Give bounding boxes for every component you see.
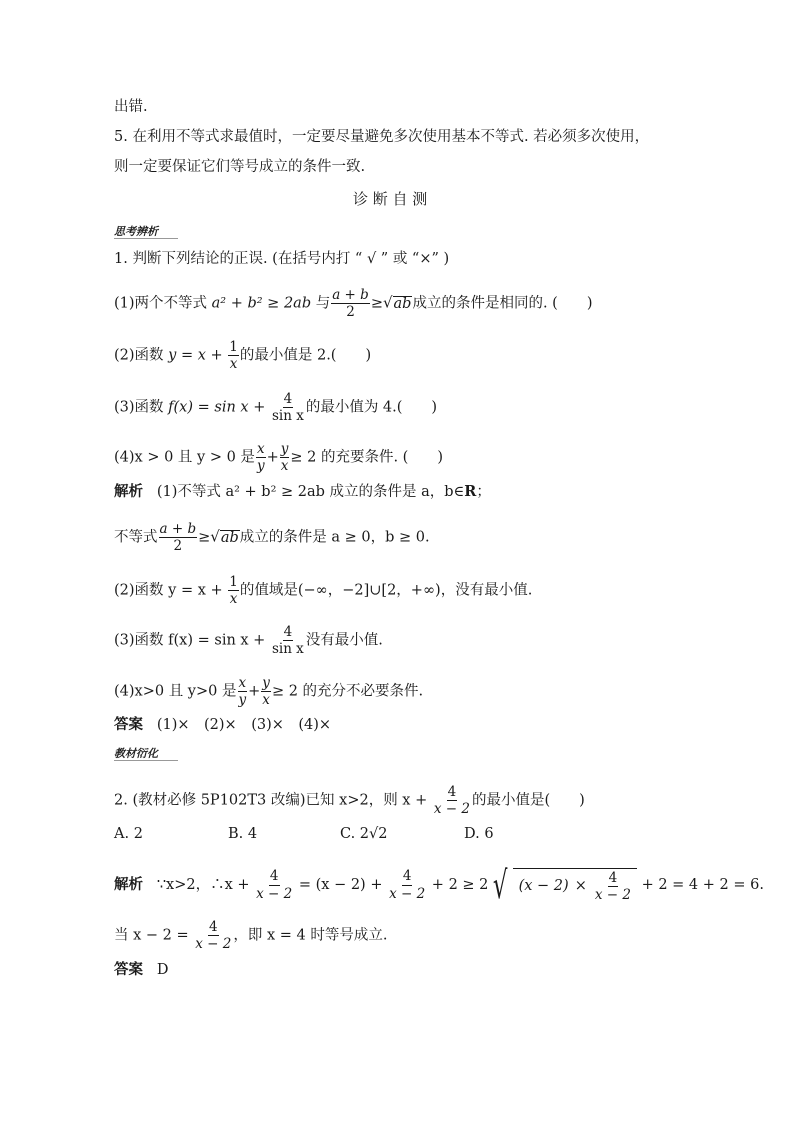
- q1-item-2-fraction: $\frac{1}{x}$: [229, 339, 238, 373]
- q2-option-c: C. 2√2: [340, 826, 388, 842]
- tag-thinking: 思考辨析: [114, 225, 158, 238]
- q2-option-d: D. 6: [464, 826, 494, 842]
- a1-line-5: (4)x>0 且 y>0 是 $\frac{x}{y}$ + $\frac{y}{x}$ ≥ 2 的充分不必要条件.: [114, 675, 424, 709]
- q2-option-b: B. 4: [228, 826, 258, 842]
- intro-line-1: 出错.: [114, 99, 148, 115]
- q1-item-1-fraction: $\frac{a + b}{2}$: [332, 287, 369, 321]
- a1-line-4: (3)函数 f(x) = sin x + $\frac{4}{\text{sin x}}$ 没有最小值.: [114, 624, 383, 658]
- q1-stem: 1. 判断下列结论的正误. (在括号内打 “ √ ” 或 “×” ): [114, 251, 450, 267]
- big-sqrt: √ (x − 2) × $\frac{4}{x - 2}$: [488, 866, 637, 904]
- q1-item-1-mid: 与: [311, 295, 331, 312]
- analysis-label: 解析: [114, 484, 143, 500]
- q1-item-1-pre: (1)两个不等式: [114, 295, 212, 312]
- analysis-label: 解析: [114, 877, 143, 893]
- intro-line-3: 则一定要保证它们等号成立的条件一致.: [114, 159, 366, 175]
- sqrt-icon: √: [382, 293, 393, 312]
- tag-underline: [114, 760, 178, 761]
- a2-answer: 答案 D: [114, 962, 169, 978]
- q1-item-2: (2)函数 y = x + $\frac{1}{x}$ 的最小值是 2.( ): [114, 339, 372, 373]
- a1-line-2: 不等式 $\frac{a + b}{2}$ ≥√ab成立的条件是 a ≥ 0，b ≥ 0.: [114, 521, 430, 555]
- q1-item-3-fraction: $\frac{4}{\text{sin x}}$: [271, 391, 304, 425]
- q1-item-1-post: 成立的条件是相同的. ( ): [412, 295, 593, 312]
- tag-textbook: 教材衍化: [114, 747, 158, 760]
- tag-underline: [114, 238, 178, 239]
- q1-item-3: (3)函数 f(x) = sin x + $\frac{4}{\text{sin x}}$ 的最小值为 4.( ): [114, 391, 438, 425]
- q2-option-a: A. 2: [114, 826, 143, 842]
- a1-line-1: 解析 (1)不等式 a² + b² ≥ 2ab 成立的条件是 a，b∈R；: [114, 483, 491, 500]
- a1-line-3: (2)函数 y = x + $\frac{1}{x}$ 的值域是(−∞，−2]∪[2，+∞)，没有最小值.: [114, 574, 533, 608]
- intro-line-2: 5. 在利用不等式求最值时，一定要尽量避免多次使用基本不等式. 若必须多次使用，: [114, 129, 650, 145]
- q2-stem: 2. (教材必修 5P102T3 改编)已知 x>2，则 x + $\frac{4}{x - 2}$ 的最小值是( ): [114, 784, 585, 818]
- a2-line-2: 当 x − 2 = $\frac{4}{x - 2}$ ，即 x = 4 时等号成立.: [114, 919, 388, 953]
- q1-item-1: (1)两个不等式 a² + b² ≥ 2ab 与 $\frac{a + b}{2}$ ≥√ab成立的条件是相同的. ( ): [114, 287, 593, 321]
- sqrt-icon: √: [493, 863, 508, 907]
- section-title: 诊 断 自 测: [353, 190, 428, 208]
- sqrt-icon: √: [210, 527, 220, 546]
- q1-item-1-expr: a² + b² ≥ 2ab: [211, 295, 312, 312]
- q1-item-4: (4)x > 0 且 y > 0 是 $\frac{x}{y}$ + $\frac{y}{x}$ ≥ 2 的充要条件. ( ): [114, 441, 443, 475]
- answer-label: 答案: [114, 962, 143, 978]
- answer-label: 答案: [114, 717, 143, 733]
- a1-answer: 答案 (1)× (2)× (3)× (4)×: [114, 717, 332, 733]
- a2-line-1: 解析 ∵x>2，∴x + $\frac{4}{x - 2}$ = (x − 2) + $\frac{4}{x - 2}$ + 2 ≥ 2 √ (x − 2) × $\frac{4}{x - 2}$ + 2 = 4 + 2 = 6.: [114, 863, 764, 907]
